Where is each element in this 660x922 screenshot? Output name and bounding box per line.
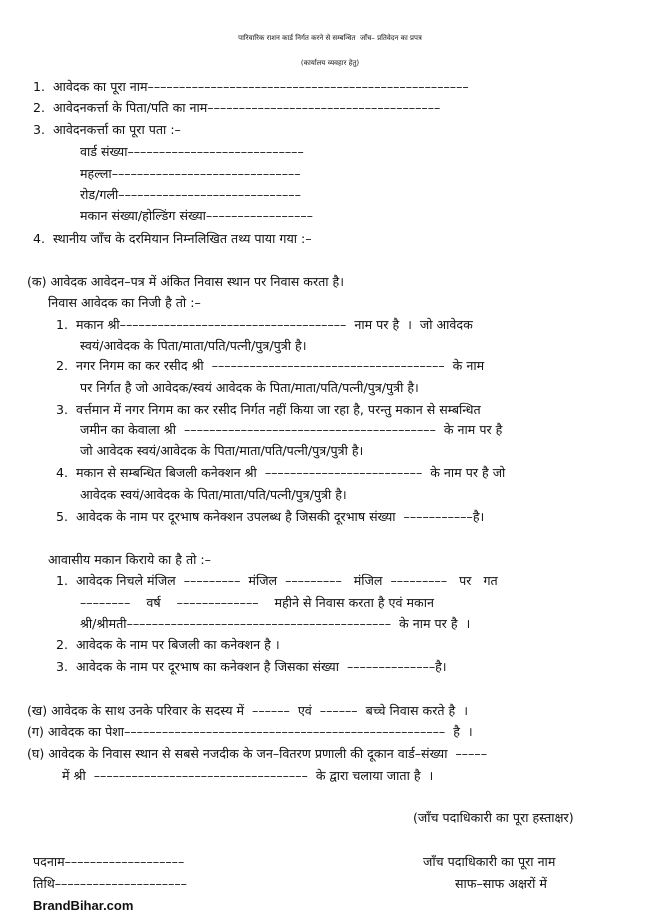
section-gha: (घ) आवेदक के निवास स्थान से सबसे नजदीक के जन–वितरण प्रणाली की दूकान वार्ड–संख्या –––––: [27, 746, 487, 761]
date-field: तिथि–––––––––––––––––––––: [33, 876, 187, 891]
address-house-number: मकान संख्या/होल्डिंग संख्या–––––––––––––––––: [80, 208, 313, 223]
section-ka-own-house: निवास आवेदक का निजी है तो :–: [48, 295, 201, 310]
address-ward-number: वार्ड संख्या––––––––––––––––––––––––––––: [80, 144, 304, 159]
section-gha-cont: में श्री –––––––––––––––––––––––––––––––––– के द्वारा चलाया जाता है ।: [62, 768, 434, 783]
item-full-address: 3. आवेदनकर्त्ता का पूरा पता :–: [33, 122, 181, 137]
form-subtitle: (कार्यालय व्यवहार हेतु): [300, 59, 360, 67]
section-ka-heading: (क) आवेदक आवेदन–पत्र में अंकित निवास स्थान पर निवास करता है।: [27, 274, 345, 289]
own-house-point-3-cont: जमीन का केवाला श्री –––––––––––––––––––––––––––––––––––––––– के नाम पर है: [80, 422, 503, 437]
item-father-husband-name: 2. आवेदनकर्त्ता के पिता/पति का नाम–––––––––––––––––––––––––––––––––––––: [33, 100, 441, 115]
address-mohalla: महल्ला––––––––––––––––––––––––––––––: [80, 166, 301, 181]
own-house-point-4: 4. मकान से सम्बन्धित बिजली कनेक्शन श्री ––––––––––––––––––––––––– के नाम पर है जो: [56, 465, 506, 480]
clear-letters-label: साफ–साफ अक्षरों में: [455, 876, 547, 891]
form-title: पारिवारिक राशन कार्ड निर्गत करने से सम्बन्धित जाँच– प्रतिवेदन का प्रपत्र: [238, 34, 422, 42]
section-kha: (ख) आवेदक के साथ उनके परिवार के सदस्य में –––––– एवं –––––– बच्चे निवास करते है ।: [27, 703, 469, 718]
footer-watermark: BrandBihar.com: [33, 898, 134, 913]
officer-name-label: जाँच पदाधिकारी का पूरा नाम: [423, 854, 556, 869]
address-road-lane: रोड/गली–––––––––––––––––––––––––––––: [80, 187, 301, 202]
signature-label: (जाँच पदाधिकारी का पूरा हस्ताक्षर): [413, 810, 574, 825]
designation-field: पदनाम–––––––––––––––––––: [33, 854, 185, 869]
rented-point-3: 3. आवेदक के नाम पर दूरभाष का कनेक्शन है जिसका संख्या ––––––––––––––है।: [56, 659, 447, 674]
rented-point-1-cont2: श्री/श्रीमती–––––––––––––––––––––––––––––––––––––––––– के नाम पर है ।: [80, 616, 471, 631]
rented-point-1-cont: –––––––– वर्ष ––––––––––––– महीने से निवास करता है एवं मकान: [80, 595, 434, 610]
rented-house-heading: आवासीय मकान किराये का है तो :–: [48, 552, 211, 567]
item-applicant-name: 1. आवेदक का पूरा नाम–––––––––––––––––––––––––––––––––––––––––––––––––––: [33, 79, 469, 94]
own-house-point-1-cont: स्वयं/आवेदक के पिता/माता/पति/पत्नी/पुत्र/पुत्री है।: [80, 338, 307, 353]
item-local-inquiry: 4. स्थानीय जाँच के दरमियान निम्नलिखित तथ्य पाया गया :–: [33, 231, 312, 246]
own-house-point-4-cont: आवेदक स्वयं/आवेदक के पिता/माता/पति/पत्नी/पुत्र/पुत्री है।: [80, 487, 347, 502]
own-house-point-2: 2. नगर निगम का कर रसीद श्री ––––––––––––––––––––––––––––––––––––– के नाम: [56, 358, 485, 373]
rented-point-2: 2. आवेदक के नाम पर बिजली का कनेक्शन है ।: [56, 637, 280, 652]
own-house-point-3: 3. वर्त्तमान में नगर निगम का कर रसीद निर्गत नहीं किया जा रहा है, परन्तु मकान से सम्बन्धित: [56, 402, 481, 417]
own-house-point-5: 5. आवेदक के नाम पर दूरभाष कनेक्शन उपलब्ध है जिसकी दूरभाष संख्या –––––––––––है।: [56, 509, 485, 524]
own-house-point-2-cont: पर निर्गत है जो आवेदक/स्वयं आवेदक के पिता/माता/पति/पत्नी/पुत्र/पुत्री है।: [80, 380, 419, 395]
rented-point-1: 1. आवेदक निचले मंजिल ––––––––– मंजिल ––––––––– मंजिल ––––––––– पर गत: [56, 573, 498, 588]
own-house-point-1: 1. मकान श्री–––––––––––––––––––––––––––––––––––– नाम पर है । जो आवेदक: [56, 317, 473, 332]
section-ga: (ग) आवेदक का पेशा––––––––––––––––––––––––––––––––––––––––––––––––––– है ।: [27, 724, 473, 739]
own-house-point-3-cont2: जो आवेदक स्वयं/आवेदक के पिता/माता/पति/पत्नी/पुत्र/पुत्री है।: [80, 443, 364, 458]
